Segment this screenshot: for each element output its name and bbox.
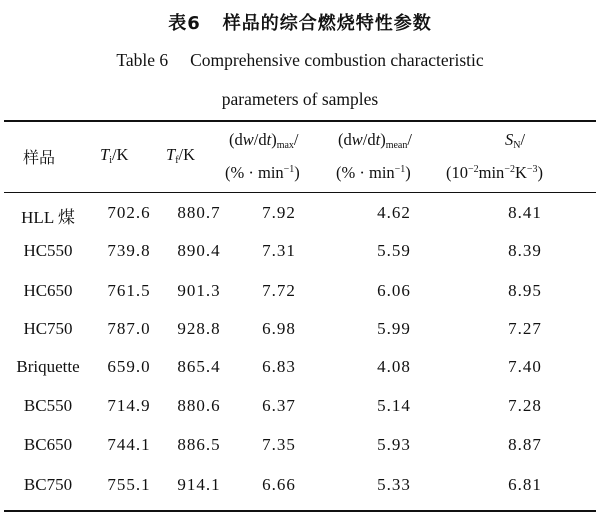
cell-max-rate: 6.37	[262, 396, 296, 415]
cell-mean-rate: 5.93	[377, 435, 411, 454]
cell-max-rate: 6.83	[262, 357, 296, 376]
header-combustion-index-unit: $(10^{-2}\min^{-2}K^{-3})$	[446, 163, 544, 182]
cell-sn: 6.81	[508, 475, 542, 494]
cell-max-rate: 7.92	[262, 203, 296, 222]
cell-sn: 8.41	[508, 203, 542, 222]
table-bottom-rule	[4, 510, 596, 512]
cell-ti: 659.0	[107, 357, 151, 376]
cell-mean-rate: 4.62	[377, 203, 411, 222]
cell-sample: HC750	[23, 319, 73, 338]
table-row	[4, 435, 596, 469]
cell-max-rate: 7.35	[262, 435, 296, 454]
cell-tf: 890.4	[177, 241, 221, 260]
cell-sn: 8.95	[508, 281, 542, 300]
header-ignition-temp: $T_i/K$	[100, 145, 129, 166]
table-top-rule	[4, 120, 596, 122]
header-sample: 样品	[23, 148, 56, 167]
cell-max-rate: 7.31	[262, 241, 296, 260]
cell-ti: 755.1	[107, 475, 151, 494]
cell-sample: HC550	[23, 241, 73, 260]
cell-mean-rate: 5.59	[377, 241, 411, 260]
table-caption-english-line1	[0, 50, 600, 71]
header-combustion-index: $S_N/$	[505, 130, 526, 151]
cell-sn: 7.27	[508, 319, 542, 338]
cell-max-rate: 7.72	[262, 281, 296, 300]
table-header-rule	[4, 192, 596, 193]
header-burnout-temp: $T_f/K$	[166, 145, 196, 166]
cell-tf: 886.5	[177, 435, 221, 454]
table-row	[4, 203, 596, 237]
cell-sn: 8.39	[508, 241, 542, 260]
cell-sample: BC550	[23, 396, 73, 415]
cell-ti: 761.5	[107, 281, 151, 300]
cell-tf: 928.8	[177, 319, 221, 338]
cell-max-rate: 6.98	[262, 319, 296, 338]
table-caption-chinese	[0, 9, 600, 35]
cell-max-rate: 6.66	[262, 475, 296, 494]
table-row	[4, 281, 596, 315]
header-mean-rate-unit: (% · $\min^{-1}$)	[336, 163, 411, 182]
header-max-rate-unit: (% · $\min^{-1}$)	[225, 163, 300, 182]
cell-tf: 880.7	[177, 203, 221, 222]
cell-sn: 7.40	[508, 357, 542, 376]
cell-mean-rate: 5.14	[377, 396, 411, 415]
cell-sample: BC650	[23, 435, 73, 454]
cell-sample: HC650	[23, 281, 73, 300]
table-title-en-line1: Comprehensive combustion characteristic	[190, 50, 484, 70]
table-row	[4, 475, 596, 509]
table-caption-english-line2: parameters of samples	[221, 89, 379, 109]
cell-sample: Briquette	[16, 357, 80, 376]
cell-tf: 880.6	[177, 396, 221, 415]
cell-mean-rate: 6.06	[377, 281, 411, 300]
cell-tf: 865.4	[177, 357, 221, 376]
cell-mean-rate: 5.99	[377, 319, 411, 338]
table-row	[4, 396, 596, 430]
table-title-cn: 样品的综合燃烧特性参数	[222, 13, 432, 34]
cell-ti: 714.9	[107, 396, 151, 415]
cell-ti: 702.6	[107, 203, 151, 222]
cell-sample: BC750	[23, 475, 73, 494]
cell-sn: 7.28	[508, 396, 542, 415]
cell-ti: 744.1	[107, 435, 151, 454]
cell-ti: 787.0	[107, 319, 151, 338]
cell-tf: 914.1	[177, 475, 221, 494]
header-max-rate: $(dw/dt)_{max}/$	[229, 130, 299, 151]
table-row	[4, 241, 596, 275]
cell-mean-rate: 4.08	[377, 357, 411, 376]
table-row	[4, 357, 596, 391]
cell-tf: 901.3	[177, 281, 221, 300]
table-number-cn: 表6	[168, 13, 201, 34]
header-mean-rate: $(dw/dt)_{mean}/$	[338, 130, 412, 151]
cell-sn: 8.87	[508, 435, 542, 454]
cell-sample: HLL 煤	[21, 208, 75, 227]
cell-mean-rate: 5.33	[377, 475, 411, 494]
cell-ti: 739.8	[107, 241, 151, 260]
table-number-en: Table 6	[116, 50, 169, 70]
table-row	[4, 319, 596, 353]
